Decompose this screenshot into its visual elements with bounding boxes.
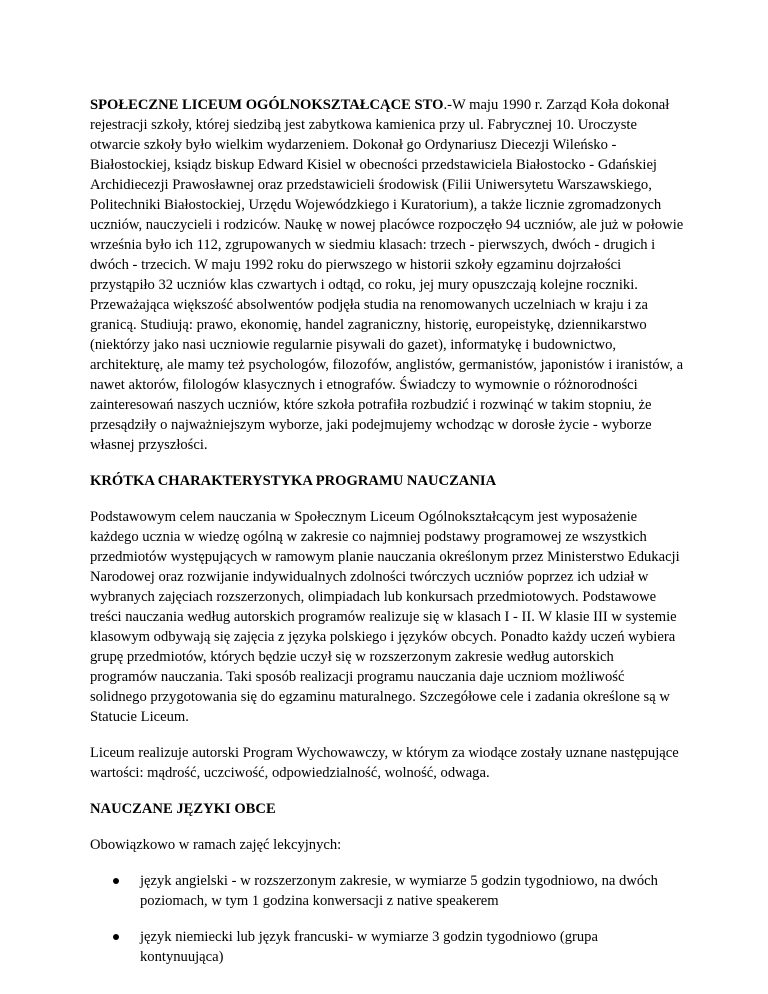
document-page — [90, 95, 684, 983]
program-paragraph-2: Liceum realizuje autorski Program Wychowawczy, w którym za wiodące zostały uznane następujące wartości: mądrość, uczciwość, odpowiedzialność, wolność, odwaga. — [90, 745, 679, 781]
list-item — [90, 927, 684, 967]
languages-heading: NAUCZANE JĘZYKI OBCE — [90, 801, 276, 817]
intro-paragraph — [90, 95, 684, 455]
list-item-text: język angielski - w rozszerzonym zakresie, w wymiarze 5 godzin tygodniowo, na dwóch poziomach, w tym 1 godzina konwersacji z native speakerem — [140, 873, 658, 909]
intro-body: .-W maju 1990 r. Zarząd Koła dokonał rejestracji szkoły, której siedzibą jest zabytkowa kamienica przy ul. Fabrycznej 10. Uroczyste otwarcie szkoły było wielkim wydarzeniem. Dokonał go Ordynariusz Diecezji Wileńsko - Białostockiej, ksiądz biskup Edward Kisiel w obecności przedstawiciela Białostocko - Gdańskiej Archidiecezji Prawosławnej oraz przedstawicieli środowisk (Filii Uniwersytetu Warszawskiego, Politechniki Białostockiej, Urzędu Wojewódzkiego i Kuratorium), a także licznie zgromadzonych uczniów, nauczycieli i rodziców. Naukę w nowej placówce rozpoczęło 94 uczniów, ale już w połowie września było ich 112, zgrupowanych w siedmiu klasach: trzech - pierwszych, dwóch - drugich i dwóch - trzecich. W maju 1992 roku do pierwszego w historii szkoły egzaminu dojrzałości przystąpiło 32 uczniów klas czwartych i odtąd, co roku, jej mury opuszczają kolejne roczniki. Przeważająca większość absolwentów podjęła studia na renomowanych uczelniach w kraju i za granicą. Studiują: prawo, ekonomię, handel zagraniczny, historię, europeistykę, dziennikarstwo (niektórzy jako nasi uczniowie regularnie pisywali do gazet), informatykę i budownictwo, architekturę, ale mamy też psychologów, filozofów, anglistów, germanistów, japonistów i iranistów, a nawet aktorów, filologów klasycznych i etnografów. Świadczy to wymownie o różnorodności zainteresowań naszych uczniów, które szkoła potrafiła rozbudzić i rozwinąć w takim stopniu, że przesądziły o najważniejszym wyborze, jaki podejmujemy wchodząc w dorosłe życie - wyborze własnej przyszłości. — [90, 97, 684, 453]
bullet-icon — [113, 934, 119, 940]
list-item-text: język niemiecki lub język francuski- w wymiarze 3 godzin tygodniowo (grupa kontynuująca) — [140, 929, 598, 965]
school-name-lead: SPOŁECZNE LICEUM OGÓLNOKSZTAŁCĄCE STO — [90, 97, 444, 113]
list-item — [90, 871, 684, 911]
languages-intro: Obowiązkowo w ramach zajęć lekcyjnych: — [90, 837, 342, 853]
program-heading: KRÓTKA CHARAKTERYSTYKA PROGRAMU NAUCZANIA — [90, 473, 497, 489]
languages-list — [90, 871, 684, 967]
program-paragraph-1: Podstawowym celem nauczania w Społecznym Liceum Ogólnokształcącym jest wyposażenie każdego ucznia w wiedzę ogólną w zakresie co najmniej podstawy programowej ze wszystkich przedmiotów występujących w ramowym planie nauczania określonym przez Ministerstwo Edukacji Narodowej oraz rozwijanie indywidualnych zdolności twórczych uczniów poprzez ich udział w wybranych zajęciach rozszerzonych, olimpiadach lub konkursach przedmiotowych. Podstawowe treści nauczania według autorskich programów realizuje się w klasach I - II. W klasie III w systemie klasowym odbywają się zajęcia z języka polskiego i języków obcych. Ponadto każdy uczeń wybiera grupę przedmiotów, których będzie uczył się w rozszerzonym zakresie według autorskich programów nauczania. Taki sposób realizacji programu nauczania daje uczniom możliwość solidnego przygotowania się do egzaminu maturalnego. Szczegółowe cele i zadania określone są w Statucie Liceum. — [90, 509, 680, 725]
bullet-icon — [113, 878, 119, 884]
